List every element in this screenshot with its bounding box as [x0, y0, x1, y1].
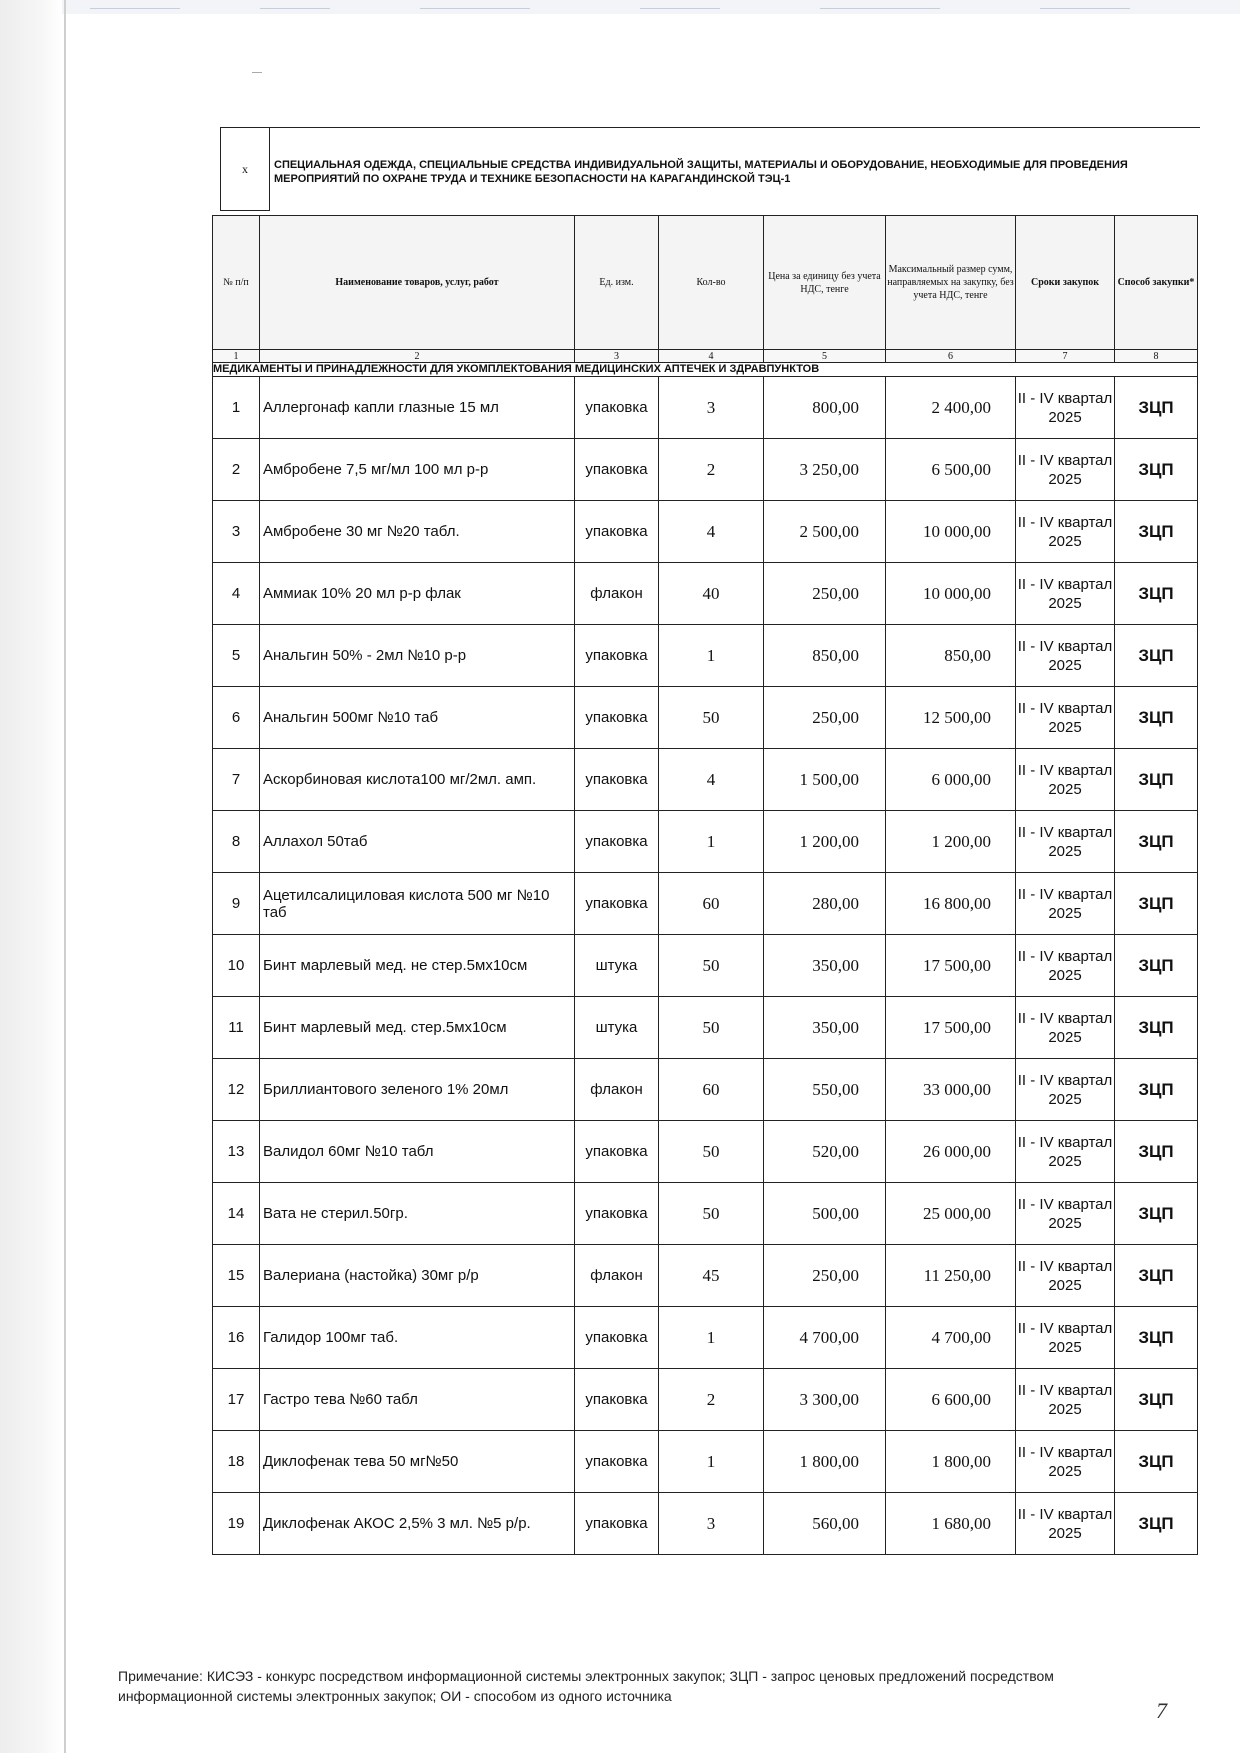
cell-price: 850,00 [764, 625, 886, 687]
cell-n: 9 [213, 873, 260, 935]
cell-unit: штука [575, 935, 659, 997]
col-number: 5 [764, 350, 886, 363]
cell-name: Гастро тева №60 табл [260, 1369, 575, 1431]
cell-method: ЗЦП [1115, 1059, 1198, 1121]
cell-name: Бинт марлевый мед. стер.5мх10см [260, 997, 575, 1059]
cell-period: II - IV квартал 2025 [1016, 377, 1115, 439]
cell-method: ЗЦП [1115, 873, 1198, 935]
cell-unit: упаковка [575, 1121, 659, 1183]
cell-name: Бриллиантового зеленого 1% 20мл [260, 1059, 575, 1121]
col-number: 1 [213, 350, 260, 363]
cell-n: 11 [213, 997, 260, 1059]
cell-price: 3 300,00 [764, 1369, 886, 1431]
cell-period: II - IV квартал 2025 [1016, 1245, 1115, 1307]
cell-n: 1 [213, 377, 260, 439]
table-row [213, 997, 1198, 1059]
table-row [213, 1121, 1198, 1183]
cell-n: 5 [213, 625, 260, 687]
cell-qty: 1 [659, 625, 764, 687]
cell-name: Валидол 60мг №10 табл [260, 1121, 575, 1183]
subsection-row [213, 363, 1198, 377]
cell-qty: 4 [659, 501, 764, 563]
col-number: 4 [659, 350, 764, 363]
table-body [213, 377, 1198, 1555]
cell-price: 1 800,00 [764, 1431, 886, 1493]
cell-qty: 50 [659, 997, 764, 1059]
cell-period: II - IV квартал 2025 [1016, 563, 1115, 625]
cell-name: Галидор 100мг таб. [260, 1307, 575, 1369]
cell-method: ЗЦП [1115, 377, 1198, 439]
cell-period: II - IV квартал 2025 [1016, 439, 1115, 501]
cell-sum: 12 500,00 [886, 687, 1016, 749]
cell-period: II - IV квартал 2025 [1016, 811, 1115, 873]
cell-name: Аллергонаф капли глазные 15 мл [260, 377, 575, 439]
section-title: СПЕЦИАЛЬНАЯ ОДЕЖДА, СПЕЦИАЛЬНЫЕ СРЕДСТВА ИНДИВИДУАЛЬНОЙ ЗАЩИТЫ, МАТЕРИАЛЫ И ОБОРУДОВАНИЕ, НЕОБХОДИМЫЕ ДЛЯ ПРОВЕДЕНИЯ МЕРОПРИЯТИЙ ПО ОХРАНЕ ТРУДА И ТЕХНИКЕ БЕЗОПАСНОСТИ НА КАРАГАНДИНСКОЙ ТЭЦ-1 [270, 128, 1201, 211]
cell-qty: 60 [659, 873, 764, 935]
cell-sum: 25 000,00 [886, 1183, 1016, 1245]
cell-qty: 50 [659, 935, 764, 997]
cell-n: 8 [213, 811, 260, 873]
table-row [213, 1307, 1198, 1369]
table-row [213, 625, 1198, 687]
cell-period: II - IV квартал 2025 [1016, 1431, 1115, 1493]
cell-unit: упаковка [575, 501, 659, 563]
cell-unit: упаковка [575, 1183, 659, 1245]
cell-qty: 60 [659, 1059, 764, 1121]
col-header-num: № п/п [213, 216, 260, 350]
cell-name: Бинт марлевый мед. не стер.5мх10см [260, 935, 575, 997]
col-header-sum: Максимальный размер сумм, направляемых на закупку, без учета НДС, тенге [886, 216, 1016, 350]
cell-method: ЗЦП [1115, 935, 1198, 997]
cell-sum: 6 000,00 [886, 749, 1016, 811]
cell-n: 17 [213, 1369, 260, 1431]
cell-name: Диклофенак тева 50 мг№50 [260, 1431, 575, 1493]
table-row [213, 811, 1198, 873]
section-header [220, 127, 1200, 211]
cell-period: II - IV квартал 2025 [1016, 1369, 1115, 1431]
cell-qty: 3 [659, 377, 764, 439]
cell-price: 4 700,00 [764, 1307, 886, 1369]
cell-price: 280,00 [764, 873, 886, 935]
cell-n: 18 [213, 1431, 260, 1493]
cell-qty: 50 [659, 687, 764, 749]
col-number: 2 [260, 350, 575, 363]
cell-sum: 11 250,00 [886, 1245, 1016, 1307]
cell-qty: 1 [659, 1431, 764, 1493]
col-number: 7 [1016, 350, 1115, 363]
cell-name: Амбробене 30 мг №20 табл. [260, 501, 575, 563]
col-header-unit: Ед. изм. [575, 216, 659, 350]
cell-name: Вата не стерил.50гр. [260, 1183, 575, 1245]
footnote: Примечание: КИСЭЗ - конкурс посредством информационной системы электронных закупок; ЗЦП - запрос ценовых предложений посредством информационной системы электронных закупок; ОИ - способом из одного источника [118, 1668, 1054, 1704]
cell-n: 14 [213, 1183, 260, 1245]
cell-period: II - IV квартал 2025 [1016, 873, 1115, 935]
table-row [213, 1369, 1198, 1431]
cell-unit: упаковка [575, 377, 659, 439]
cell-price: 250,00 [764, 687, 886, 749]
table-row [213, 935, 1198, 997]
cell-qty: 1 [659, 811, 764, 873]
cell-sum: 33 000,00 [886, 1059, 1016, 1121]
cell-price: 800,00 [764, 377, 886, 439]
col-header-period: Сроки закупок [1016, 216, 1115, 350]
cell-unit: упаковка [575, 873, 659, 935]
cell-n: 6 [213, 687, 260, 749]
cell-method: ЗЦП [1115, 1493, 1198, 1555]
cell-n: 4 [213, 563, 260, 625]
cell-price: 520,00 [764, 1121, 886, 1183]
stray-mark [252, 72, 262, 73]
cell-unit: упаковка [575, 625, 659, 687]
cell-sum: 1 800,00 [886, 1431, 1016, 1493]
cell-unit: упаковка [575, 749, 659, 811]
cell-name: Амбробене 7,5 мг/мл 100 мл р-р [260, 439, 575, 501]
cell-method: ЗЦП [1115, 749, 1198, 811]
cell-sum: 4 700,00 [886, 1307, 1016, 1369]
cell-price: 500,00 [764, 1183, 886, 1245]
cell-period: II - IV квартал 2025 [1016, 625, 1115, 687]
cell-n: 7 [213, 749, 260, 811]
cell-sum: 17 500,00 [886, 997, 1016, 1059]
cell-unit: флакон [575, 1059, 659, 1121]
cell-unit: флакон [575, 563, 659, 625]
cell-unit: упаковка [575, 687, 659, 749]
cell-unit: упаковка [575, 1307, 659, 1369]
page-number-handwritten: 7 [1156, 1698, 1167, 1723]
cell-n: 10 [213, 935, 260, 997]
col-number: 8 [1115, 350, 1198, 363]
cell-unit: флакон [575, 1245, 659, 1307]
cell-period: II - IV квартал 2025 [1016, 501, 1115, 563]
table-row [213, 377, 1198, 439]
cell-qty: 50 [659, 1183, 764, 1245]
cell-method: ЗЦП [1115, 997, 1198, 1059]
cell-sum: 2 400,00 [886, 377, 1016, 439]
cell-name: Аллахол 50таб [260, 811, 575, 873]
scan-edge-shadow [0, 0, 62, 1753]
cell-method: ЗЦП [1115, 1369, 1198, 1431]
cell-method: ЗЦП [1115, 625, 1198, 687]
cell-period: II - IV квартал 2025 [1016, 935, 1115, 997]
cell-method: ЗЦП [1115, 1431, 1198, 1493]
cell-n: 12 [213, 1059, 260, 1121]
cell-qty: 4 [659, 749, 764, 811]
column-headers [213, 216, 1198, 350]
cell-period: II - IV квартал 2025 [1016, 749, 1115, 811]
table-row [213, 873, 1198, 935]
cell-n: 15 [213, 1245, 260, 1307]
cell-n: 3 [213, 501, 260, 563]
cell-unit: упаковка [575, 439, 659, 501]
section-marker: х [221, 128, 270, 211]
table-row [213, 439, 1198, 501]
cell-n: 16 [213, 1307, 260, 1369]
cell-unit: упаковка [575, 811, 659, 873]
cell-price: 550,00 [764, 1059, 886, 1121]
table-row [213, 501, 1198, 563]
cell-method: ЗЦП [1115, 1183, 1198, 1245]
cell-price: 350,00 [764, 997, 886, 1059]
scan-top-strip [0, 0, 1240, 14]
cell-qty: 2 [659, 439, 764, 501]
cell-price: 250,00 [764, 1245, 886, 1307]
cell-method: ЗЦП [1115, 439, 1198, 501]
cell-period: II - IV квартал 2025 [1016, 1121, 1115, 1183]
procurement-table [212, 215, 1197, 1555]
cell-price: 3 250,00 [764, 439, 886, 501]
cell-name: Анальгин 500мг №10 таб [260, 687, 575, 749]
cell-price: 1 200,00 [764, 811, 886, 873]
table-row [213, 1059, 1198, 1121]
cell-qty: 40 [659, 563, 764, 625]
col-header-price: Цена за единицу без учета НДС, тенге [764, 216, 886, 350]
col-header-method: Способ закупки* [1115, 216, 1198, 350]
cell-sum: 10 000,00 [886, 563, 1016, 625]
cell-price: 560,00 [764, 1493, 886, 1555]
table-row [213, 749, 1198, 811]
table-row [213, 563, 1198, 625]
cell-method: ЗЦП [1115, 563, 1198, 625]
cell-name: Анальгин 50% - 2мл №10 р-р [260, 625, 575, 687]
cell-sum: 16 800,00 [886, 873, 1016, 935]
col-header-qty: Кол-во [659, 216, 764, 350]
scan-fold-line [64, 0, 66, 1753]
cell-name: Валериана (настойка) 30мг р/р [260, 1245, 575, 1307]
subsection-title: МЕДИКАМЕНТЫ И ПРИНАДЛЕЖНОСТИ ДЛЯ УКОМПЛЕКТОВАНИЯ МЕДИЦИНСКИХ АПТЕЧЕК И ЗДРАВПУНКТОВ [213, 363, 1198, 377]
table-row [213, 1183, 1198, 1245]
cell-period: II - IV квартал 2025 [1016, 687, 1115, 749]
cell-qty: 2 [659, 1369, 764, 1431]
table-row [213, 1493, 1198, 1555]
cell-unit: упаковка [575, 1431, 659, 1493]
cell-name: Аскорбиновая кислота100 мг/2мл. амп. [260, 749, 575, 811]
cell-method: ЗЦП [1115, 1307, 1198, 1369]
cell-n: 19 [213, 1493, 260, 1555]
cell-method: ЗЦП [1115, 1121, 1198, 1183]
cell-sum: 850,00 [886, 625, 1016, 687]
cell-unit: упаковка [575, 1369, 659, 1431]
cell-unit: штука [575, 997, 659, 1059]
table-row [213, 1245, 1198, 1307]
cell-sum: 6 500,00 [886, 439, 1016, 501]
cell-price: 2 500,00 [764, 501, 886, 563]
cell-sum: 26 000,00 [886, 1121, 1016, 1183]
cell-method: ЗЦП [1115, 811, 1198, 873]
cell-qty: 3 [659, 1493, 764, 1555]
table-row [213, 687, 1198, 749]
column-numbers [213, 350, 1198, 363]
col-number: 6 [886, 350, 1016, 363]
cell-method: ЗЦП [1115, 501, 1198, 563]
cell-period: II - IV квартал 2025 [1016, 1183, 1115, 1245]
cell-method: ЗЦП [1115, 687, 1198, 749]
cell-sum: 17 500,00 [886, 935, 1016, 997]
cell-name: Ацетилсалициловая кислота 500 мг №10 таб [260, 873, 575, 935]
cell-qty: 1 [659, 1307, 764, 1369]
cell-name: Диклофенак АКОС 2,5% 3 мл. №5 р/р. [260, 1493, 575, 1555]
cell-unit: упаковка [575, 1493, 659, 1555]
cell-period: II - IV квартал 2025 [1016, 1493, 1115, 1555]
cell-sum: 6 600,00 [886, 1369, 1016, 1431]
cell-qty: 45 [659, 1245, 764, 1307]
cell-method: ЗЦП [1115, 1245, 1198, 1307]
col-header-name: Наименование товаров, услуг, работ [260, 216, 575, 350]
cell-sum: 10 000,00 [886, 501, 1016, 563]
cell-price: 250,00 [764, 563, 886, 625]
cell-n: 2 [213, 439, 260, 501]
cell-price: 1 500,00 [764, 749, 886, 811]
cell-sum: 1 680,00 [886, 1493, 1016, 1555]
cell-period: II - IV квартал 2025 [1016, 997, 1115, 1059]
cell-name: Аммиак 10% 20 мл р-р флак [260, 563, 575, 625]
col-number: 3 [575, 350, 659, 363]
table-row [213, 1431, 1198, 1493]
cell-period: II - IV квартал 2025 [1016, 1059, 1115, 1121]
cell-qty: 50 [659, 1121, 764, 1183]
cell-sum: 1 200,00 [886, 811, 1016, 873]
cell-period: II - IV квартал 2025 [1016, 1307, 1115, 1369]
cell-price: 350,00 [764, 935, 886, 997]
cell-n: 13 [213, 1121, 260, 1183]
